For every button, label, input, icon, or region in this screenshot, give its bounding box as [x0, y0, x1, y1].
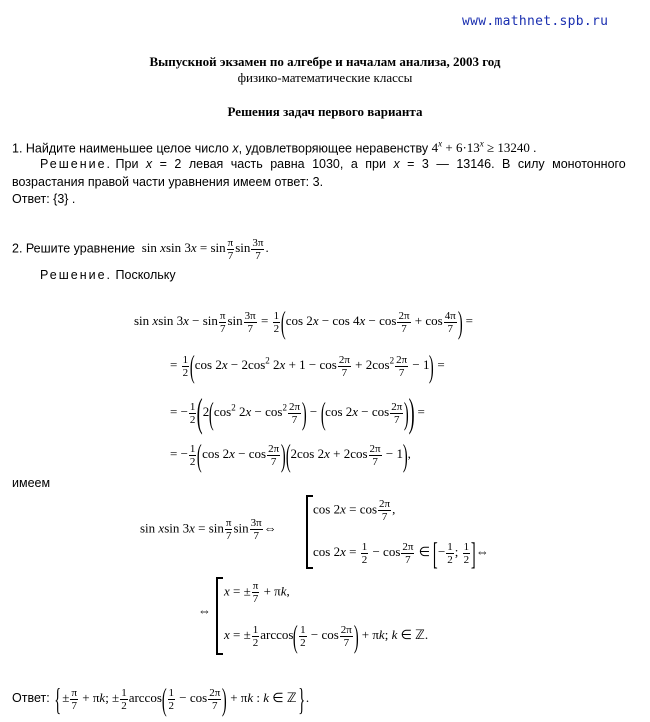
problem2-statement: 2. Решите уравнение sin xsin 3x = sin $\frac{\pi}{7}$ sin $\frac{3\pi}{7}$ .	[12, 237, 269, 262]
derivation-line4: = − $\frac{1}{2}$ (cos 2x − cos $\frac{2\pi}{7}$ )(2cos 2x + 2cos $\frac{2\pi}{7}$ − 1),	[170, 437, 411, 473]
problem1-solution-line1: Решение. При x = 2 левая часть равна 1030, а при x = 3 — 13146. В силу монотонного	[40, 157, 626, 171]
system-eq2: cos 2x = $\frac{1}{2}$ − cos $\frac{2\pi}{7}$ ∈ [− $\frac{1}{2}$ ; $\frac{1}{2}$ ]⇔	[313, 535, 489, 571]
derivation-line2: = $\frac{1}{2}$ (cos $2x - 2\cos^2$ 2x + 1 − cos $\frac{2\pi}{7}$ + $2\cos^2$ $\frac{2\pi}{7}$ − 1) =	[170, 348, 445, 384]
problem2-solution-intro: Решение. Поскольку	[40, 268, 176, 282]
exam-subtitle: физико-математические классы	[237, 70, 413, 85]
site-url[interactable]: www.mathnet.spb.ru	[462, 14, 609, 29]
section-title: Решения задач первого варианта	[227, 104, 423, 119]
system-eq1: cos 2x = cos $\frac{2\pi}{7}$ ,	[313, 498, 396, 523]
system-bracket-2	[216, 577, 223, 655]
exam-title: Выпускной экзамен по алгебре и началам анализа, 2003 год	[149, 54, 501, 69]
have-word: имеем	[12, 476, 51, 490]
problem2-answer: Ответ: {± $\frac{\pi}{7}$ + πk; ± $\frac{1}{2}$ arccos( $\frac{1}{2}$ − cos $\frac{2\pi}{7}$ ) + πk : k ∈ ℤ}.	[12, 681, 310, 717]
problem1-solution-line2: возрастания правой части уравнения имеем ответ: 3.	[12, 175, 324, 189]
derivation-line1: sin xsin 3x − sin $\frac{\pi}{7}$ sin $\frac{3\pi}{7}$ = $\frac{1}{2}$ (cos 2x − cos 4x − cos $\frac{2\pi}{7}$ + cos $\frac{4\pi}{7}$ ) =	[134, 304, 474, 340]
root-set-2: x = ± $\frac{1}{2}$ arccos( $\frac{1}{2}$ − cos $\frac{2\pi}{7}$ ) + πk; k ∈ ℤ.	[224, 618, 429, 654]
system-left: sin xsin 3x = sin $\frac{\pi}{7}$ sin $\frac{3\pi}{7}$ ⇔	[140, 517, 277, 542]
problem1-answer: Ответ: {3} .	[12, 192, 76, 206]
equiv-arrow: ⇔	[198, 603, 211, 618]
derivation-line3: = − $\frac{1}{2}$ ($2(\cos^2$ $2x - \cos^2$ $\frac{2\pi}{7}$ ) − (cos 2x − cos $\frac{2\pi}{7}$ )) =	[170, 390, 425, 435]
problem1-statement: 1. Найдите наименьшее целое число x, удовлетворяющее неравенству $4^x + 6\cdot 13^x \ge 13240$ .	[12, 139, 537, 156]
system-bracket-1	[306, 495, 313, 569]
root-set-1: x = ± $\frac{\pi}{7}$ + πk,	[224, 580, 290, 605]
